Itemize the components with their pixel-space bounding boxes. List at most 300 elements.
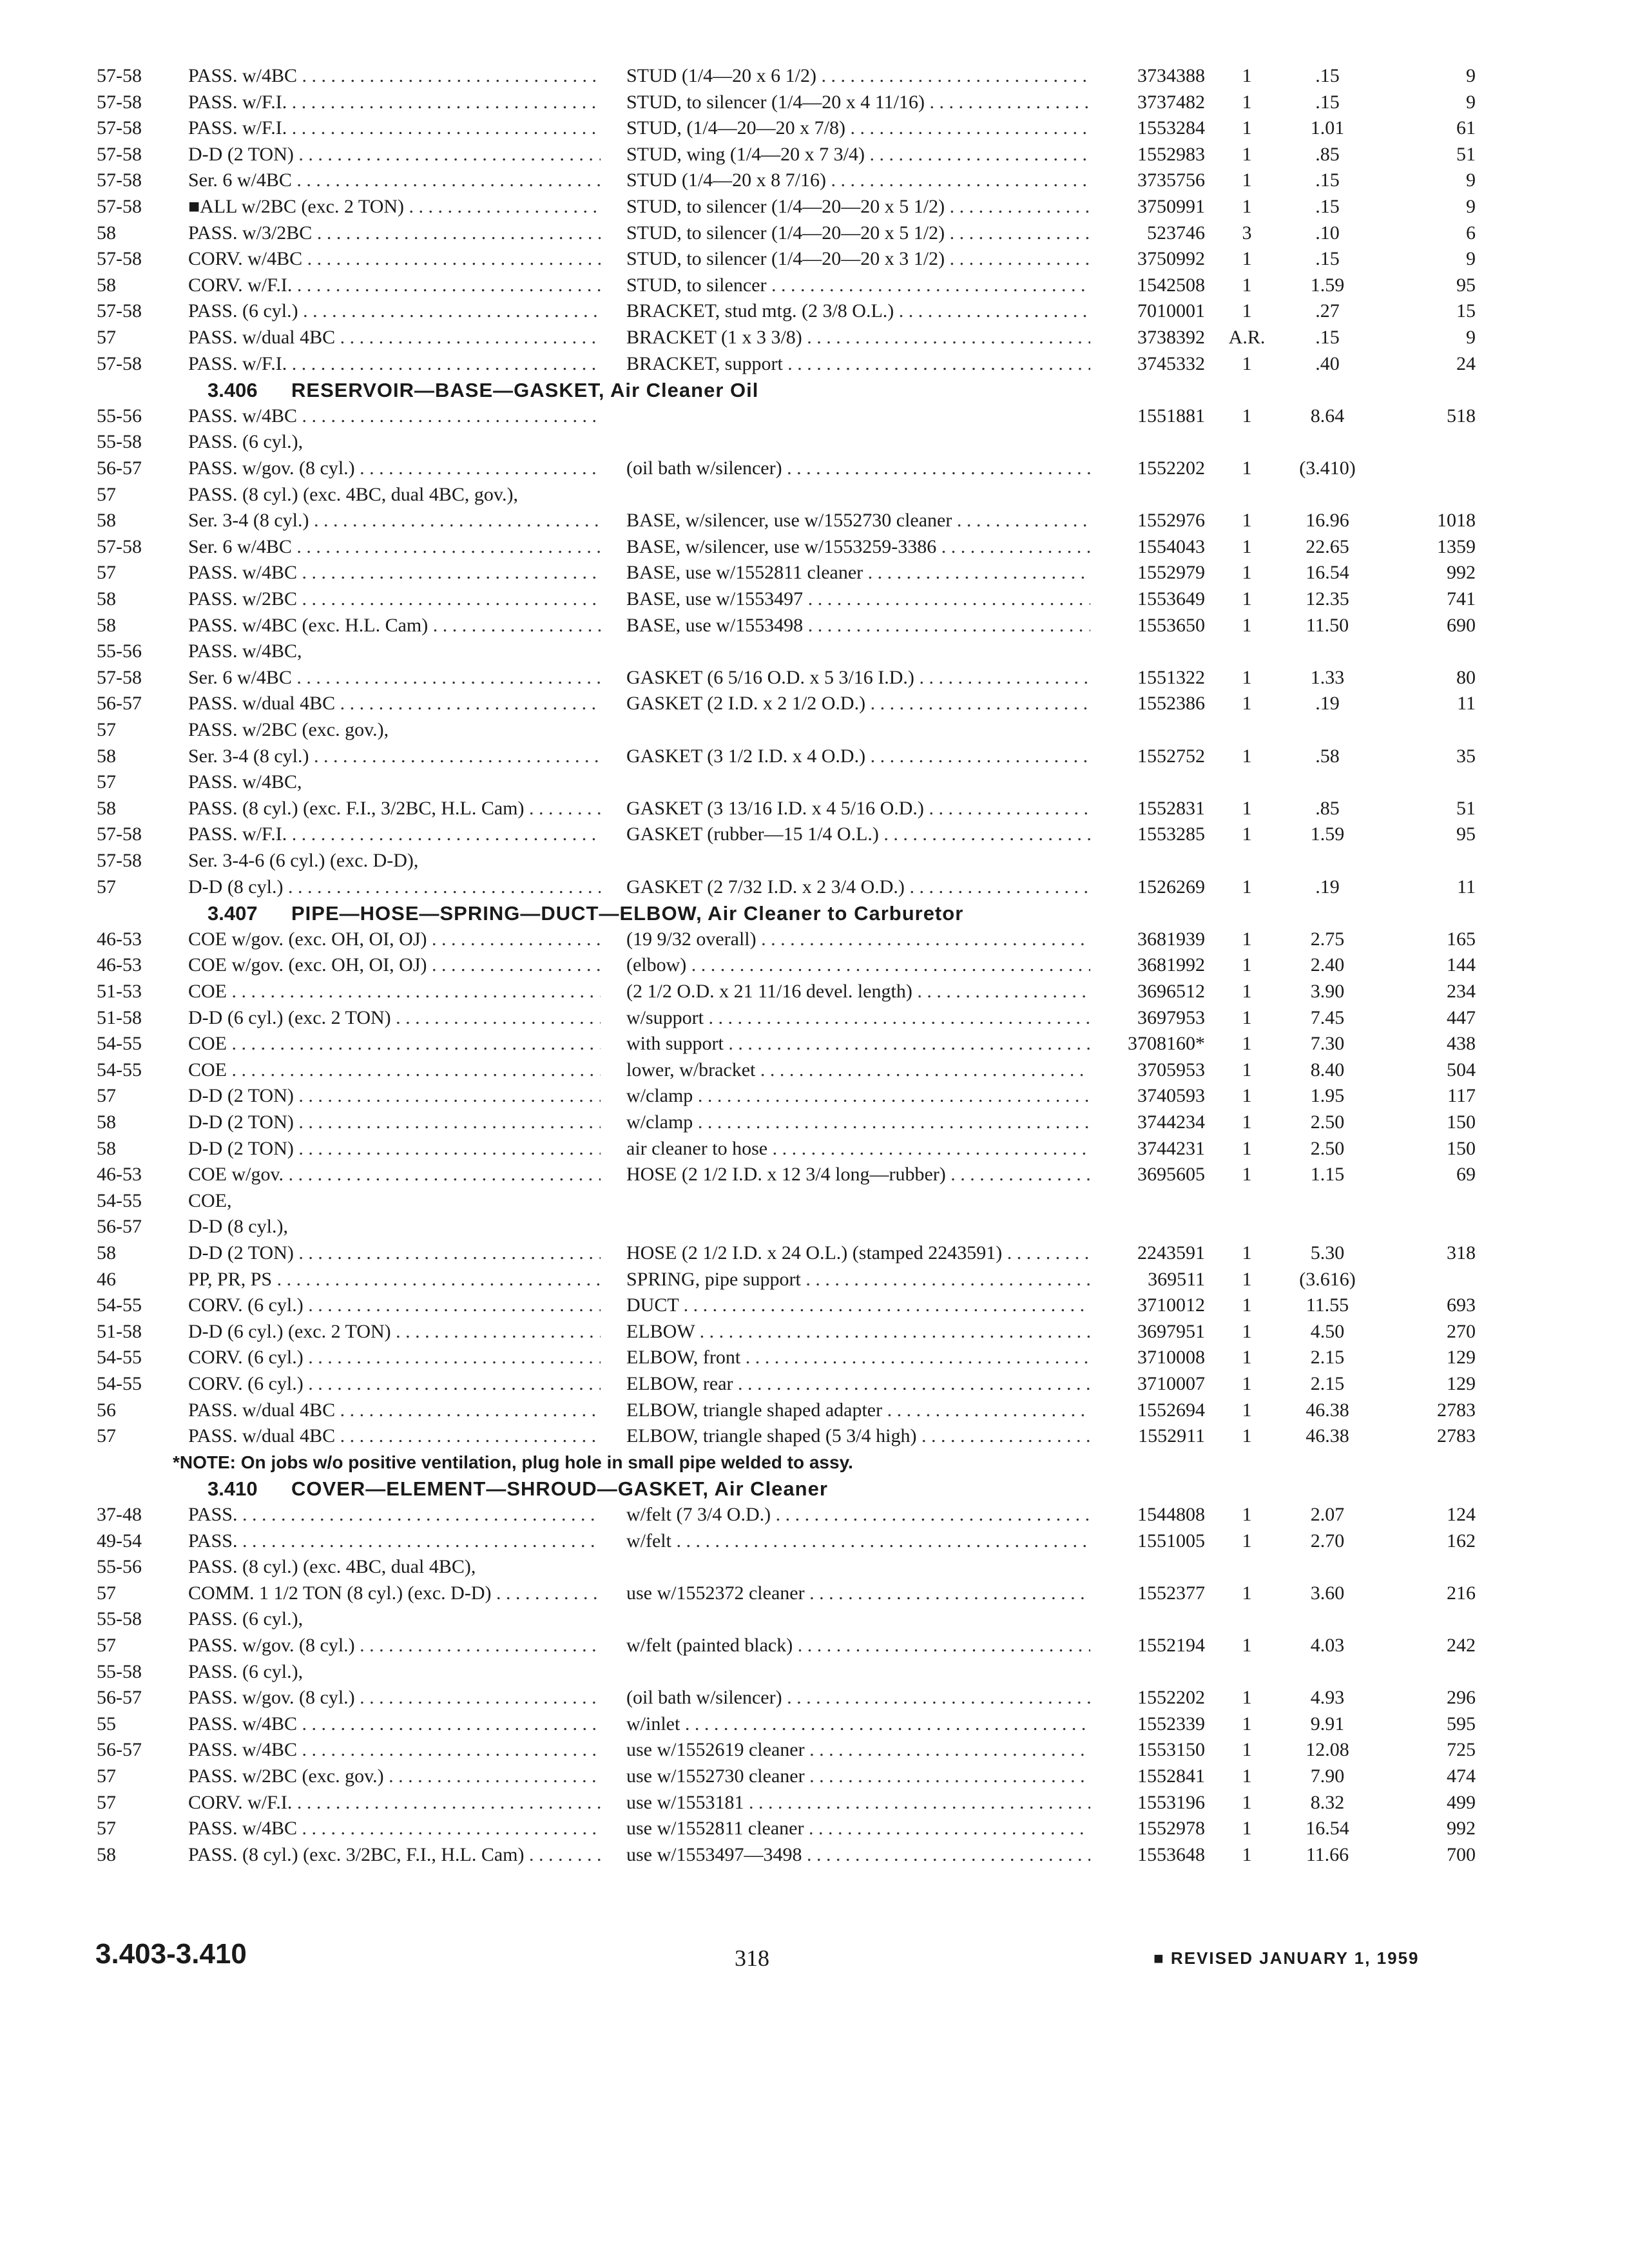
cell-price: 9.91: [1310, 1713, 1345, 1735]
parts-row: [0, 613, 1629, 639]
cell-part: 1552752: [1137, 745, 1205, 767]
cell-desc: SPRING, pipe support . . .: [626, 1267, 1090, 1293]
cell-price: 12.35: [1306, 588, 1349, 610]
cell-desc: BRACKET, support . . .: [626, 351, 1090, 377]
cell-price: .15: [1315, 91, 1340, 113]
cell-part: 3737482: [1137, 91, 1205, 113]
cell-model: CORV. (6 cyl.) . . .: [188, 1293, 601, 1318]
cell-part: 1553196: [1137, 1791, 1205, 1813]
cell-model: PASS. w/F.I. . . .: [188, 822, 601, 847]
cell-min: 117: [1447, 1085, 1476, 1107]
cell-price: 16.96: [1306, 510, 1349, 532]
cell-qty: A.R.: [1228, 327, 1266, 348]
cell-part: 1552831: [1137, 797, 1205, 819]
cell-desc: ELBOW . . .: [626, 1319, 1090, 1345]
cell-qty: 3: [1242, 222, 1252, 244]
cell-price: 2.50: [1310, 1137, 1345, 1159]
cell-year: 57-58: [97, 666, 142, 688]
cell-qty: 1: [1242, 510, 1252, 532]
cell-year: 58: [97, 222, 116, 244]
parts-row: [0, 246, 1629, 272]
cell-price: .10: [1315, 222, 1340, 244]
cell-year: 51-58: [97, 1320, 142, 1342]
cell-part: 1553648: [1137, 1843, 1205, 1865]
section-range: 3.403-3.410: [95, 1938, 247, 1970]
cell-year: 55-58: [97, 431, 142, 453]
cell-model: CORV. w/F.I. . . .: [188, 273, 601, 298]
section-title: RESERVOIR—BASE—GASKET, Air Cleaner Oil: [291, 379, 759, 402]
cell-min: 2783: [1437, 1399, 1476, 1421]
cell-model: PASS. w/gov. (8 cyl.) . . .: [188, 1685, 601, 1711]
cell-part: 1552202: [1137, 457, 1205, 479]
cell-min: 51: [1456, 143, 1476, 165]
cell-part: 1552983: [1137, 143, 1205, 165]
cell-qty: 1: [1242, 274, 1252, 296]
cell-part: 1544808: [1137, 1504, 1205, 1525]
cell-part: 523746: [1147, 222, 1205, 244]
cell-model: ■ALL w/2BC (exc. 2 TON) . . .: [188, 194, 601, 220]
cell-part: 1553150: [1137, 1739, 1205, 1761]
cell-model: PASS. w/2BC (exc. gov.) . . .: [188, 1763, 601, 1789]
cell-price: 4.93: [1310, 1687, 1345, 1709]
page-number: 318: [735, 1945, 769, 1971]
parts-row: [0, 560, 1629, 586]
cell-qty: 1: [1242, 1582, 1252, 1604]
cell-part: 3681992: [1137, 954, 1205, 976]
cell-min: 700: [1447, 1843, 1476, 1865]
cell-model: PASS. (6 cyl.),: [188, 431, 304, 453]
cell-part: 3734388: [1137, 65, 1205, 86]
cell-year: 46-53: [97, 954, 142, 976]
cell-qty: 1: [1242, 1530, 1252, 1552]
cell-year: 51-53: [97, 981, 142, 1002]
cell-price: .85: [1315, 797, 1340, 819]
cell-min: 474: [1447, 1765, 1476, 1787]
cell-year: 57-58: [97, 248, 142, 270]
cell-desc: BRACKET, stud mtg. (2 3/8 O.L.) . . .: [626, 298, 1090, 324]
cell-year: 58: [97, 1242, 116, 1264]
cell-price: 1.15: [1310, 1164, 1345, 1186]
cell-desc: GASKET (6 5/16 O.D. x 5 3/16 I.D.) . . .: [626, 665, 1090, 691]
cell-price: 1.59: [1310, 823, 1345, 845]
cell-year: 57: [97, 1635, 116, 1656]
parts-row: [0, 273, 1629, 298]
cell-min: 1359: [1437, 535, 1476, 557]
cell-part: 1552202: [1137, 1687, 1205, 1709]
cell-year: 58: [97, 797, 116, 819]
cell-part: 1551322: [1137, 666, 1205, 688]
cell-year: 54-55: [97, 1189, 142, 1211]
cell-model: CORV. w/F.I. . . .: [188, 1790, 601, 1816]
cell-model: PP, PR, PS . . .: [188, 1267, 601, 1293]
cell-qty: 1: [1242, 1111, 1252, 1133]
cell-qty: 1: [1242, 196, 1252, 217]
cell-part: 3696512: [1137, 981, 1205, 1002]
cell-qty: 1: [1242, 1085, 1252, 1107]
cell-desc: use w/1553497—3498 . . .: [626, 1842, 1090, 1868]
cell-min: 24: [1456, 352, 1476, 374]
cell-desc: STUD, (1/4—20—20 x 7/8) . . .: [626, 115, 1090, 141]
cell-year: 57-58: [97, 823, 142, 845]
cell-part: 1552694: [1137, 1399, 1205, 1421]
cell-model: PASS. w/4BC,: [188, 640, 302, 662]
cell-model: PASS. w/2BC (exc. gov.),: [188, 719, 389, 740]
cell-part: 1551005: [1137, 1530, 1205, 1552]
cell-year: 55-56: [97, 640, 142, 662]
cell-year: 54-55: [97, 1373, 142, 1394]
cell-year: 57-58: [97, 65, 142, 86]
cell-qty: 1: [1242, 1765, 1252, 1787]
cell-qty: 1: [1242, 1504, 1252, 1525]
cell-part: 3710008: [1137, 1347, 1205, 1369]
cell-price: .58: [1315, 745, 1340, 767]
cell-year: 56-57: [97, 1739, 142, 1761]
parts-row: [0, 1633, 1629, 1658]
parts-row: [0, 194, 1629, 220]
cell-part: 3695605: [1137, 1164, 1205, 1186]
cell-price: 22.65: [1306, 535, 1349, 557]
cell-year: 57: [97, 719, 116, 740]
cell-year: 55-56: [97, 1556, 142, 1578]
cell-year: 57: [97, 1425, 116, 1447]
parts-row: [0, 769, 1629, 795]
parts-row: [0, 1606, 1629, 1632]
cell-min: 9: [1466, 169, 1476, 191]
cell-price: .19: [1315, 693, 1340, 715]
cell-min: 9: [1466, 327, 1476, 348]
cell-price: 46.38: [1306, 1399, 1349, 1421]
cell-min: 35: [1456, 745, 1476, 767]
cell-min: 725: [1447, 1739, 1476, 1761]
cell-year: 46-53: [97, 928, 142, 950]
cell-price: .15: [1315, 169, 1340, 191]
cell-qty: 1: [1242, 91, 1252, 113]
cell-min: 9: [1466, 65, 1476, 86]
cell-model: PASS. w/F.I. . . .: [188, 90, 601, 115]
cell-qty: 1: [1242, 797, 1252, 819]
cell-part: 1553284: [1137, 117, 1205, 139]
parts-row: [0, 1790, 1629, 1816]
cell-price: 2.40: [1310, 954, 1345, 976]
parts-row: [0, 1162, 1629, 1187]
cell-year: 46: [97, 1268, 116, 1290]
cell-qty: 1: [1242, 1268, 1252, 1290]
cell-model: PASS. (8 cyl.) (exc. 3/2BC, F.I., H.L. Cam) . . .: [188, 1842, 601, 1868]
parts-row: [0, 1005, 1629, 1031]
cell-qty: 1: [1242, 1373, 1252, 1394]
cell-qty: 1: [1242, 1399, 1252, 1421]
cell-price: 8.32: [1310, 1791, 1345, 1813]
cell-desc: use w/1552730 cleaner . . .: [626, 1763, 1090, 1789]
cell-min: 69: [1456, 1164, 1476, 1186]
cell-model: PASS. w/F.I. . . .: [188, 351, 601, 377]
cell-year: 57: [97, 1818, 116, 1840]
cell-year: 46-53: [97, 1164, 142, 1186]
parts-row: [0, 1528, 1629, 1554]
cell-year: 55-58: [97, 1608, 142, 1630]
cell-model: PASS. w/dual 4BC . . .: [188, 1423, 601, 1449]
cell-model: D-D (8 cyl.) . . .: [188, 874, 601, 900]
cell-price: .15: [1315, 65, 1340, 86]
cell-model: PASS. w/dual 4BC . . .: [188, 1398, 601, 1423]
cell-desc: air cleaner to hose . . .: [626, 1136, 1090, 1162]
cell-model: D-D (6 cyl.) (exc. 2 TON) . . .: [188, 1319, 601, 1345]
cell-desc: GASKET (rubber—15 1/4 O.L.) . . .: [626, 822, 1090, 847]
cell-model: COMM. 1 1/2 TON (8 cyl.) (exc. D-D) . . .: [188, 1581, 601, 1606]
cell-qty: 1: [1242, 1033, 1252, 1055]
cell-price: 11.50: [1306, 614, 1349, 636]
cell-year: 54-55: [97, 1059, 142, 1081]
cell-desc: w/clamp . . .: [626, 1110, 1090, 1135]
cell-qty: 1: [1242, 1635, 1252, 1656]
cell-model: COE w/gov. . . .: [188, 1162, 601, 1187]
parts-row: [0, 1816, 1629, 1841]
cell-model: PASS. w/gov. (8 cyl.) . . .: [188, 456, 601, 481]
cell-part: 3744231: [1137, 1137, 1205, 1159]
cell-price: 1.33: [1310, 666, 1345, 688]
cell-desc: STUD, to silencer . . .: [626, 273, 1090, 298]
cell-desc: BRACKET (1 x 3 3/8) . . .: [626, 325, 1090, 351]
cell-qty: 1: [1242, 745, 1252, 767]
cell-model: COE,: [188, 1189, 232, 1211]
cell-model: PASS. w/4BC . . .: [188, 1737, 601, 1763]
cell-min: 992: [1447, 562, 1476, 584]
cell-model: D-D (6 cyl.) (exc. 2 TON) . . .: [188, 1005, 601, 1031]
cell-min: 150: [1447, 1111, 1476, 1133]
parts-row: [0, 1659, 1629, 1685]
cell-model: Ser. 6 w/4BC . . .: [188, 534, 601, 560]
cell-model: CORV. (6 cyl.) . . .: [188, 1345, 601, 1370]
cell-price: .15: [1315, 196, 1340, 217]
cell-year: 57: [97, 876, 116, 898]
cell-model: CORV. (6 cyl.) . . .: [188, 1371, 601, 1397]
cell-desc: DUCT . . .: [626, 1293, 1090, 1318]
parts-row: [0, 1554, 1629, 1580]
cell-desc: STUD, to silencer (1/4—20—20 x 3 1/2) . . .: [626, 246, 1090, 272]
cell-desc: STUD, wing (1/4—20 x 7 3/4) . . .: [626, 142, 1090, 168]
cell-model: Ser. 3-4 (8 cyl.) . . .: [188, 508, 601, 533]
cell-part: 2243591: [1137, 1242, 1205, 1264]
cell-qty: 1: [1242, 143, 1252, 165]
cell-part: 1553650: [1137, 614, 1205, 636]
cell-qty: 1: [1242, 614, 1252, 636]
cell-model: PASS. . . .: [188, 1502, 601, 1528]
cell-part: 1552377: [1137, 1582, 1205, 1604]
cell-price: 1.01: [1310, 117, 1345, 139]
cell-year: 57: [97, 771, 116, 793]
cell-min: 693: [1447, 1294, 1476, 1316]
cell-price: 3.60: [1310, 1582, 1345, 1604]
parts-row: [0, 90, 1629, 115]
cell-desc: lower, w/bracket . . .: [626, 1057, 1090, 1083]
cell-desc: GASKET (3 1/2 I.D. x 4 O.D.) . . .: [626, 744, 1090, 769]
cell-model: D-D (2 TON) . . .: [188, 1240, 601, 1266]
cell-qty: 1: [1242, 300, 1252, 322]
cell-model: PASS. (8 cyl.) (exc. F.I., 3/2BC, H.L. Cam) . . .: [188, 796, 601, 822]
cell-year: 54-55: [97, 1033, 142, 1055]
cell-qty: 1: [1242, 876, 1252, 898]
cell-model: COE w/gov. (exc. OH, OI, OJ) . . .: [188, 927, 601, 952]
cell-desc: (2 1/2 O.D. x 21 11/16 devel. length) . . .: [626, 979, 1090, 1004]
parts-row: [0, 665, 1629, 691]
cell-qty: 1: [1242, 1713, 1252, 1735]
cell-year: 54-55: [97, 1347, 142, 1369]
cell-year: 57-58: [97, 169, 142, 191]
cell-model: COE . . .: [188, 1031, 601, 1057]
cell-price: .40: [1315, 352, 1340, 374]
cell-year: 56-57: [97, 693, 142, 715]
parts-row: [0, 691, 1629, 716]
cell-price: .15: [1315, 327, 1340, 348]
section-header: [207, 377, 1367, 404]
cell-price: 3.90: [1310, 981, 1345, 1002]
revision-date: ■ REVISED JANUARY 1, 1959: [1153, 1948, 1420, 1968]
cell-price: 7.90: [1310, 1765, 1345, 1787]
parts-row: [0, 63, 1629, 89]
cell-price: .15: [1315, 248, 1340, 270]
parts-row: [0, 1188, 1629, 1214]
cell-year: 55-56: [97, 405, 142, 427]
footnote: *NOTE: On jobs w/o positive ventilation, plug hole in small pipe welded to assy.: [173, 1452, 853, 1472]
cell-model: D-D (8 cyl.),: [188, 1216, 288, 1238]
parts-row: [0, 534, 1629, 560]
cell-desc: (19 9/32 overall) . . .: [626, 927, 1090, 952]
cell-qty: 1: [1242, 65, 1252, 86]
cell-price: 2.75: [1310, 928, 1345, 950]
parts-row: [0, 1083, 1629, 1109]
cell-model: PASS. w/4BC . . .: [188, 63, 601, 89]
parts-row: [0, 1398, 1629, 1423]
cell-price: 2.15: [1310, 1347, 1345, 1369]
parts-row: [0, 1502, 1629, 1528]
cell-year: 37-48: [97, 1504, 142, 1525]
parts-row: [0, 325, 1629, 351]
cell-min: 162: [1447, 1530, 1476, 1552]
parts-row: [0, 717, 1629, 743]
cell-part: 1553649: [1137, 588, 1205, 610]
cell-model: PASS. (6 cyl.),: [188, 1608, 304, 1630]
cell-price: 1.95: [1310, 1085, 1345, 1107]
cell-price: 4.50: [1310, 1320, 1345, 1342]
cell-year: 58: [97, 274, 116, 296]
parts-row: [0, 115, 1629, 141]
cell-qty: 1: [1242, 1059, 1252, 1081]
cell-min: 51: [1456, 797, 1476, 819]
parts-row: [0, 298, 1629, 324]
cell-price: 1.59: [1310, 274, 1345, 296]
cell-part: 3750992: [1137, 248, 1205, 270]
cell-price: 16.54: [1306, 1818, 1349, 1840]
section-header: [207, 1475, 1367, 1503]
cell-price: 2.50: [1310, 1111, 1345, 1133]
cell-model: PASS. w/4BC (exc. H.L. Cam) . . .: [188, 613, 601, 639]
parts-row: [0, 848, 1629, 874]
parts-row: [0, 1240, 1629, 1266]
cell-year: 58: [97, 1111, 116, 1133]
cell-model: PASS. (6 cyl.) . . .: [188, 298, 601, 324]
cell-year: 57-58: [97, 300, 142, 322]
cell-qty: 1: [1242, 588, 1252, 610]
parts-row: [0, 744, 1629, 769]
cell-year: 58: [97, 745, 116, 767]
cell-min: 95: [1456, 274, 1476, 296]
parts-row: [0, 1371, 1629, 1397]
parts-row: [0, 1136, 1629, 1162]
cell-desc: w/felt (painted black) . . .: [626, 1633, 1090, 1658]
parts-row: [0, 1711, 1629, 1737]
cell-qty: 1: [1242, 1320, 1252, 1342]
cell-part: 1552976: [1137, 510, 1205, 532]
cell-desc: (elbow) . . .: [626, 952, 1090, 978]
parts-row: [0, 1423, 1629, 1449]
cell-min: 270: [1447, 1320, 1476, 1342]
cell-model: Ser. 3-4 (8 cyl.) . . .: [188, 744, 601, 769]
cell-part: 1552194: [1137, 1635, 1205, 1656]
cell-year: 57-58: [97, 352, 142, 374]
cell-part: 1551881: [1137, 405, 1205, 427]
parts-row: [0, 1319, 1629, 1345]
cell-model: PASS. w/dual 4BC . . .: [188, 325, 601, 351]
cell-part: 1526269: [1137, 876, 1205, 898]
cell-desc: ELBOW, triangle shaped adapter . . .: [626, 1398, 1090, 1423]
cell-price: 8.40: [1310, 1059, 1345, 1081]
section-number: 3.407: [207, 902, 258, 925]
cell-model: PASS. w/3/2BC . . .: [188, 220, 601, 246]
cell-qty: 1: [1242, 928, 1252, 950]
cell-model: PASS. (8 cyl.) (exc. 4BC, dual 4BC),: [188, 1556, 476, 1578]
cell-desc: use w/1553181 . . .: [626, 1790, 1090, 1816]
cell-desc: (oil bath w/silencer) . . .: [626, 456, 1090, 481]
cell-part: 3738392: [1137, 327, 1205, 348]
cell-qty: 1: [1242, 1294, 1252, 1316]
cell-min: 129: [1447, 1373, 1476, 1394]
section-header: [207, 900, 1367, 927]
cell-year: 57: [97, 562, 116, 584]
cell-price: 12.08: [1306, 1739, 1349, 1761]
cell-price: 2.70: [1310, 1530, 1345, 1552]
cell-min: 1018: [1437, 510, 1476, 532]
parts-row: [0, 1737, 1629, 1763]
parts-row: [0, 952, 1629, 978]
cell-qty: 1: [1242, 562, 1252, 584]
cell-year: 58: [97, 510, 116, 532]
cell-part: 1552911: [1138, 1425, 1205, 1447]
cell-year: 57: [97, 1085, 116, 1107]
cell-qty: 1: [1242, 693, 1252, 715]
cell-part: 3710012: [1137, 1294, 1205, 1316]
cell-desc: w/inlet . . .: [626, 1711, 1090, 1737]
cell-price: 7.30: [1310, 1033, 1345, 1055]
cell-desc: GASKET (2 7/32 I.D. x 2 3/4 O.D.) . . .: [626, 874, 1090, 900]
cell-part: 369511: [1148, 1268, 1205, 1290]
cell-model: COE . . .: [188, 1057, 601, 1083]
cell-qty: 1: [1242, 1425, 1252, 1447]
parts-row: [0, 1031, 1629, 1057]
cell-desc: use w/1552811 cleaner . . .: [626, 1816, 1090, 1841]
cell-min: 690: [1447, 614, 1476, 636]
cell-qty: 1: [1242, 535, 1252, 557]
cell-year: 57-58: [97, 535, 142, 557]
cell-part: 3697953: [1137, 1006, 1205, 1028]
cell-desc: HOSE (2 1/2 I.D. x 12 3/4 long—rubber) . . .: [626, 1162, 1090, 1187]
cell-part: 1552339: [1137, 1713, 1205, 1735]
parts-row: [0, 168, 1629, 193]
section-title: PIPE—HOSE—SPRING—DUCT—ELBOW, Air Cleaner to Carburetor: [291, 902, 964, 925]
parts-row: [0, 1763, 1629, 1789]
cell-desc: STUD, to silencer (1/4—20 x 4 11/16) . . .: [626, 90, 1090, 115]
cell-min: 216: [1447, 1582, 1476, 1604]
cell-price: 46.38: [1306, 1425, 1349, 1447]
